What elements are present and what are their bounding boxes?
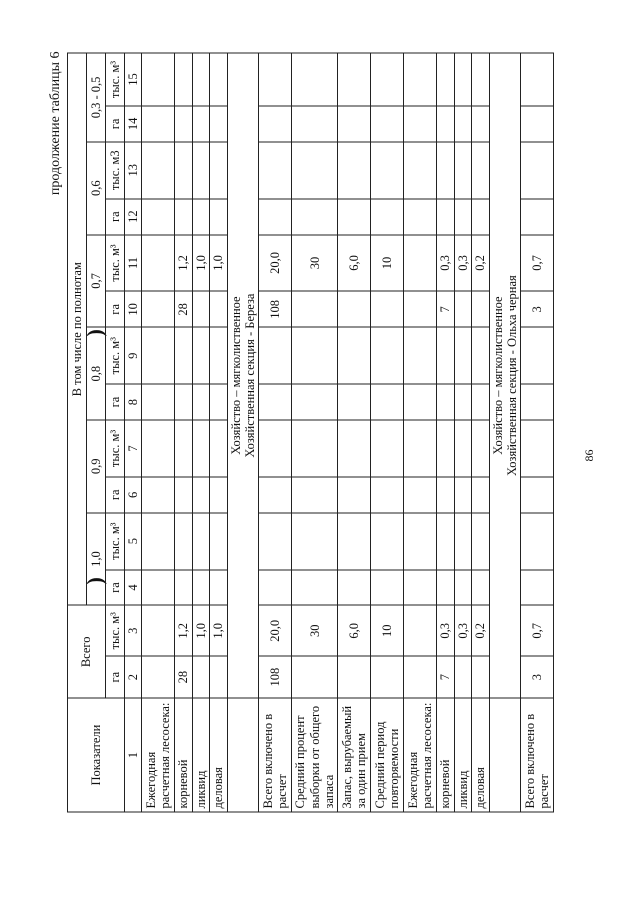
row-label: Запас, вырубаемый за один прием	[338, 698, 371, 812]
col-number: 15	[125, 53, 142, 106]
section-header	[489, 53, 521, 812]
cell: 7	[437, 656, 454, 698]
cell: 1,0	[210, 605, 227, 656]
header-ha: га	[106, 477, 125, 513]
header-density: 0,7	[87, 235, 106, 328]
row-label: Всего включено в расчет	[259, 698, 292, 812]
cell: 1,2	[175, 235, 192, 292]
cell: 0,3	[437, 605, 454, 656]
cell: 0,3	[437, 235, 454, 292]
row-label: Средний период повторяемости	[371, 698, 404, 812]
col-number: 8	[125, 384, 142, 420]
table-row	[292, 53, 338, 812]
col-number: 11	[125, 235, 142, 292]
cell: 108	[259, 291, 292, 327]
header-vol: тыс. м³	[106, 513, 125, 570]
row-label: корневой	[175, 698, 192, 812]
col-number: 13	[125, 142, 142, 199]
cell: 0,2	[472, 235, 489, 292]
table-row	[521, 53, 554, 812]
header-ha: га	[106, 384, 125, 420]
cell: 28	[175, 291, 192, 327]
cell: 1,0	[192, 235, 209, 292]
section-header	[227, 53, 259, 812]
table-row	[338, 53, 371, 812]
scan-mark: )	[82, 329, 107, 337]
section-subtitle: Хозяйственная секция - Береза	[242, 293, 257, 458]
table-caption: продолжение таблицы 6	[48, 51, 63, 196]
header-density: 0,8	[87, 327, 106, 420]
section-title: Хозяйство – мягколиственное	[490, 296, 505, 455]
cell: 20,0	[259, 235, 292, 292]
row-label: Ежегодная расчетная лесосека:	[142, 698, 175, 812]
header-by-density: В том числе по полнотам	[68, 53, 87, 605]
row-label: деловая	[472, 698, 489, 812]
row-label: корневой	[437, 698, 454, 812]
row-label: ликвид	[192, 698, 209, 812]
row-label: ликвид	[454, 698, 471, 812]
col-number: 4	[125, 570, 142, 606]
section-subtitle: Хозяйственная секция - Ольха черная	[504, 275, 519, 476]
cell: 28	[175, 656, 192, 698]
table-row	[142, 53, 175, 812]
cell: 0,2	[472, 605, 489, 656]
col-number: 7	[125, 420, 142, 477]
cell: 30	[292, 605, 338, 656]
cell: 6,0	[338, 605, 371, 656]
header-density: 0,9	[87, 420, 106, 513]
row-label: Средний процент выборки от общего запаса	[292, 698, 338, 812]
table-row	[192, 53, 209, 812]
header-density: 0,3 - 0,5	[87, 53, 106, 142]
row-label: Всего включено в расчет	[521, 698, 554, 812]
header-ha: га	[106, 656, 125, 698]
cell: 0,7	[521, 235, 554, 292]
row-label: деловая	[210, 698, 227, 812]
col-number: 10	[125, 291, 142, 327]
cell: 6,0	[338, 235, 371, 292]
cell: 0,3	[454, 605, 471, 656]
cell: 10	[371, 605, 404, 656]
col-number: 12	[125, 199, 142, 235]
col-number: 1	[125, 698, 142, 812]
table-row	[210, 53, 227, 812]
cell: 20,0	[259, 605, 292, 656]
cell: 0,7	[521, 605, 554, 656]
col-number: 14	[125, 106, 142, 142]
header-ha: га	[106, 106, 125, 142]
cell: 1,0	[210, 235, 227, 292]
table-row	[371, 53, 404, 812]
header-ha: га	[106, 570, 125, 606]
header-vol: тыс. м³	[106, 235, 125, 292]
cell: 1,2	[175, 605, 192, 656]
section-title: Хозяйство – мягколиственное	[228, 296, 243, 455]
table-row	[175, 53, 192, 812]
table-row	[404, 53, 437, 812]
cell: 108	[259, 656, 292, 698]
header-vol: тыс. м3	[106, 142, 125, 199]
cell: 7	[437, 291, 454, 327]
table-row	[454, 53, 471, 812]
table-row	[472, 53, 489, 812]
cell: 0,3	[454, 235, 471, 292]
header-vol: тыс. м³	[106, 53, 125, 106]
cell: 3	[521, 656, 554, 698]
cell: 30	[292, 235, 338, 292]
header-vol: тыс. м³	[106, 420, 125, 477]
col-number: 6	[125, 477, 142, 513]
cell: 10	[371, 235, 404, 292]
header-ha: га	[106, 291, 125, 327]
table-row	[437, 53, 454, 812]
header-ha: га	[106, 199, 125, 235]
cell: 1,0	[192, 605, 209, 656]
header-indicator: Показатели	[68, 698, 125, 812]
page-number: 86	[582, 449, 596, 462]
header-density: 0,6	[87, 142, 106, 235]
header-vol: тыс. м³	[106, 327, 125, 384]
col-number: 9	[125, 327, 142, 384]
col-number: 3	[125, 605, 142, 656]
row-label: Ежегодная расчетная лесосека:	[404, 698, 437, 812]
header-total: Всего	[68, 605, 106, 698]
header-vol: тыс. м³	[106, 605, 125, 656]
scan-mark: )	[82, 577, 107, 585]
col-number: 2	[125, 656, 142, 698]
table-row	[259, 53, 292, 812]
forest-table	[67, 53, 554, 813]
col-number: 5	[125, 513, 142, 570]
cell: 3	[521, 291, 554, 327]
header-density: 1,0	[87, 513, 106, 606]
